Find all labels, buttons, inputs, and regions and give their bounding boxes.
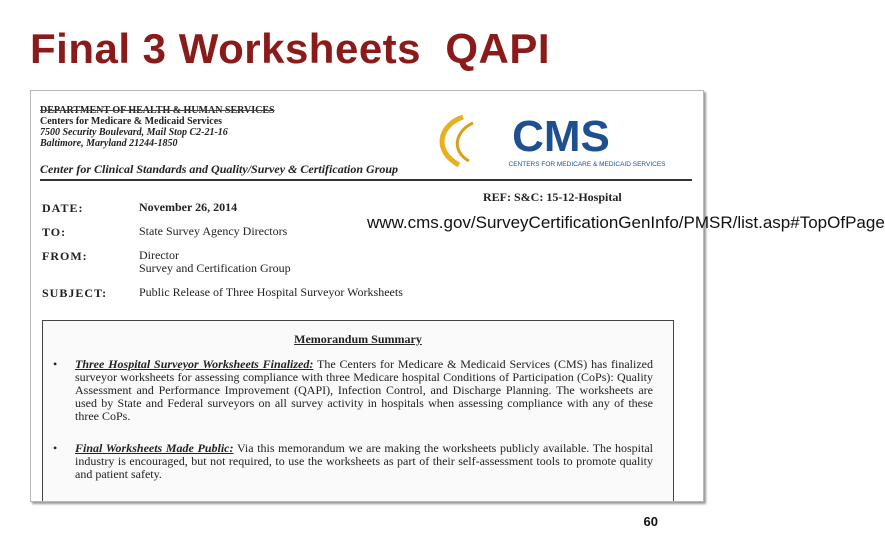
center-line: Center for Clinical Standards and Quality/Survey & Certification Group bbox=[40, 162, 399, 176]
agency-line: Centers for Medicare & Medicaid Services bbox=[40, 116, 223, 127]
logo-arc-outer bbox=[442, 117, 463, 165]
summary-bullet bbox=[53, 358, 653, 423]
bullet-text: Via this memorandum we are making the worksheets publicly available. The hospital industry is encouraged, but not required, to use the worksheets as part of their self-assessment tools to promote quality and patient safety. bbox=[75, 441, 653, 481]
divider bbox=[40, 179, 692, 181]
memorandum-summary bbox=[42, 320, 674, 501]
to-label: TO: bbox=[42, 225, 67, 239]
agency-line: DEPARTMENT OF HEALTH & HUMAN SERVICES bbox=[40, 105, 275, 116]
logo-arc-inner bbox=[457, 123, 473, 161]
ref-number: REF: S&C: 15-12-Hospital bbox=[483, 190, 622, 204]
bullet-dot: • bbox=[53, 357, 58, 371]
to-value: State Survey Agency Directors bbox=[139, 224, 288, 238]
source-url: www.cms.gov/SurveyCertificationGenInfo/PMSR/list.asp#TopOfPage bbox=[367, 213, 885, 232]
summary-title: Memorandum Summary bbox=[294, 332, 422, 346]
slide-title: Final 3 Worksheets QAPI bbox=[30, 25, 551, 72]
from-value-1: Director bbox=[139, 248, 179, 262]
subject-label: SUBJECT: bbox=[42, 286, 108, 300]
memo-image bbox=[30, 90, 885, 502]
logo-tagline: CENTERS FOR MEDICARE & MEDICAID SERVICES bbox=[508, 161, 666, 168]
agency-line: Baltimore, Maryland 21244-1850 bbox=[40, 138, 178, 149]
subject-value: Public Release of Three Hospital Surveyor Worksheets bbox=[139, 285, 403, 299]
logo-wordmark: CMS bbox=[512, 112, 610, 161]
date-label: DATE: bbox=[42, 201, 84, 215]
cms-logo bbox=[429, 111, 681, 169]
bullet-heading: Final Worksheets Made Public: bbox=[75, 441, 234, 455]
page-number: 60 bbox=[643, 514, 658, 529]
summary-bullet bbox=[53, 442, 653, 481]
from-value-2: Survey and Certification Group bbox=[139, 261, 291, 275]
bullet-text: The Centers for Medicare & Medicaid Services (CMS) has finalized surveyor worksheets for assessing compliance with three Medicare hospital Conditions of Participation (CoPs): Quality Assessment and Performance Improvement (QAPI), Infection Control, and Discharge Planning. The worksheets are used by State and Federal surveyors on all survey activity in hospitals when assessing compliance with any of these three CoPs. bbox=[75, 357, 653, 423]
date-value: November 26, 2014 bbox=[139, 200, 238, 214]
agency-line: 7500 Security Boulevard, Mail Stop C2-21-16 bbox=[40, 127, 228, 138]
from-label: FROM: bbox=[42, 249, 88, 263]
bullet-heading: Three Hospital Surveyor Worksheets Finalized: bbox=[75, 357, 314, 371]
bullet-dot: • bbox=[53, 441, 58, 455]
agency-header bbox=[40, 105, 275, 149]
